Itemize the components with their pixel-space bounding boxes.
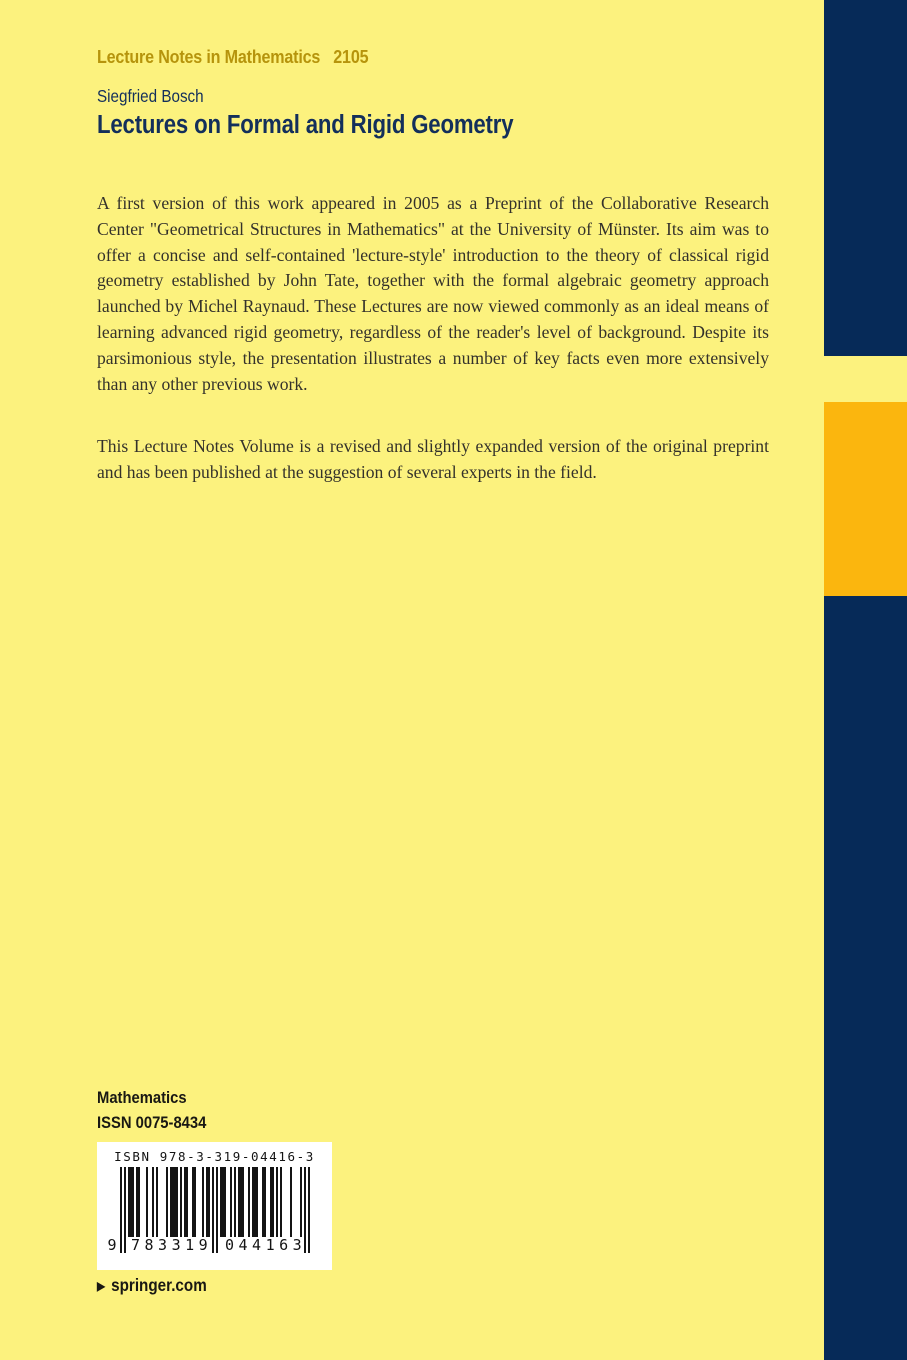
- spine-orange-block: [824, 402, 907, 596]
- arrow-icon: ▶: [97, 1278, 106, 1293]
- barcode: [107, 1167, 310, 1259]
- spine-navy-bottom-block: [824, 596, 907, 1360]
- publisher-link[interactable]: [97, 1275, 207, 1296]
- barcode-digits-group1: 783319: [131, 1236, 213, 1254]
- description-paragraph-1: A first version of this work appeared in 2005 as a Preprint of the Collaborative Research Center "Geometrical Structures in Mathematics" at the University of Münster. Its aim was to offer a concise and self-contained 'lecture-style' introduction to the theory of classical rigid geometry established by John Tate, together with the formal algebraic geometry approach launched by Michel Raynaud. These Lectures are now viewed commonly as an ideal means of learning advanced rigid geometry, regardless of the reader's level of background. Despite its parsimonious style, the presentation illustrates a number of key facts even more extensively than any other previous work.: [97, 193, 769, 394]
- barcode-digit-lead: 9: [107, 1236, 117, 1254]
- book-title: Lectures on Formal and Rigid Geometry: [97, 111, 514, 139]
- description-paragraph-2: This Lecture Notes Volume is a revised and slightly expanded version of the original preprint and has been published at the suggestion of several experts in the field.: [97, 436, 769, 482]
- series-number: 2105: [333, 46, 369, 67]
- series-title: Lecture Notes in Mathematics: [97, 46, 321, 67]
- author-name: Siegfried Bosch: [97, 86, 204, 106]
- issn-label: ISSN 0075-8434: [97, 1113, 207, 1132]
- isbn-number: ISBN 978-3-319-04416-3: [114, 1149, 315, 1164]
- publisher-url: springer.com: [111, 1275, 207, 1295]
- barcode-digits-group2: 044163: [225, 1236, 307, 1254]
- series-header: [97, 46, 368, 68]
- isbn-barcode: [97, 1142, 332, 1270]
- spine-navy-top-block: [824, 0, 907, 356]
- subject-label: Mathematics: [97, 1088, 187, 1107]
